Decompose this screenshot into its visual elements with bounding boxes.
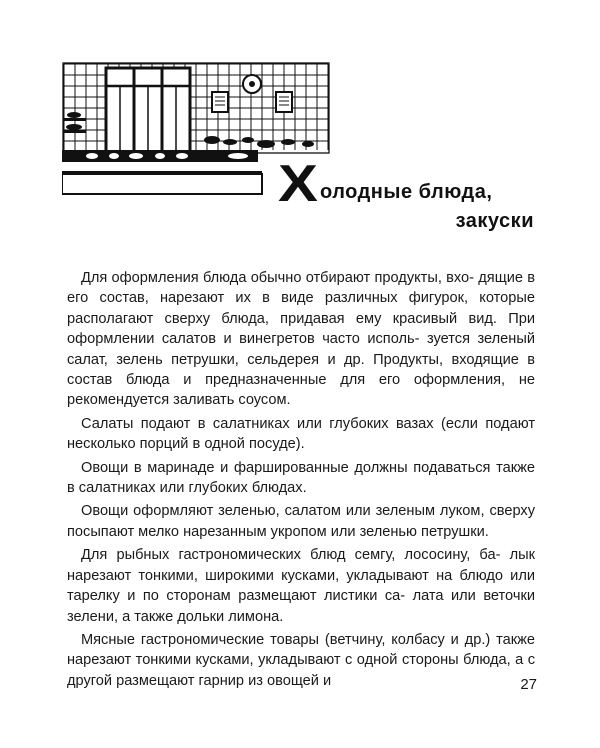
text-line: также в салатниках или глубоких блюдах. <box>67 459 535 497</box>
page-number: 27 <box>520 676 537 693</box>
text-line: сверху посыпают мелко нарезанным укропом или зеленью <box>67 503 535 540</box>
chapter-title-initial: Х <box>278 155 318 213</box>
chapter-title-line-1-rest: олодные блюда, <box>320 181 493 203</box>
text-line: Для рыбных гастрономических блюд семгу, лососину, ба- <box>81 547 501 564</box>
text-line: которые располагают сверху блюда, придавая ему красивый <box>67 290 535 327</box>
text-line: Для оформления блюда обычно отбирают продукты, вхо- <box>81 270 475 286</box>
chapter-title-line-1 <box>276 155 538 213</box>
text-line: лык нарезают тонкими, широкими кусками, укладывают на <box>67 547 535 584</box>
text-line: его оформления, не рекомендуется заливать соусом. <box>67 372 535 409</box>
text-line: лата или веточки зелени, а также дольки лимона. <box>67 588 535 625</box>
text-line: Мясные гастрономические товары (ветчину, колбасу и др.) <box>81 631 491 648</box>
paragraph <box>67 630 535 691</box>
text-line: также нарезают тонкими кусками, укладывают с одной <box>67 631 535 669</box>
text-line: блюдо или тарелку и по сторонам размещают листики са- <box>67 567 535 605</box>
paragraph <box>67 268 535 411</box>
text-line: петрушки. <box>421 523 489 540</box>
text-line: вид. При оформлении салатов и винегретов часто исполь- <box>67 310 535 348</box>
text-line: Салаты подают в салатниках или глубоких вазах (если <box>81 415 478 432</box>
body-text <box>67 268 535 694</box>
chapter-title <box>276 155 538 234</box>
text-line: Продукты, входящие в состав блюда и предназначенные для <box>67 351 535 389</box>
chapter-title-line-2: закуски <box>455 210 534 232</box>
text-line: стороны блюда, а с другой размещают гарнир из овощей и <box>67 652 536 689</box>
text-line: подают несколько порций в одной посуде). <box>67 415 535 453</box>
paragraph <box>67 414 535 455</box>
text-line: Овощи в маринаде и фаршированные должны подаваться <box>81 459 491 476</box>
text-line: Овощи оформляют зеленью, салатом или зеленым луком, <box>81 503 485 520</box>
text-line: дящие в его состав, нарезают их в виде различных фигурок, <box>67 270 535 307</box>
paragraph <box>67 501 535 542</box>
text-line: зуется зеленый салат, зелень петрушки, сельдерея и др. <box>67 331 536 368</box>
paragraph <box>67 545 535 627</box>
paragraph <box>67 458 535 499</box>
